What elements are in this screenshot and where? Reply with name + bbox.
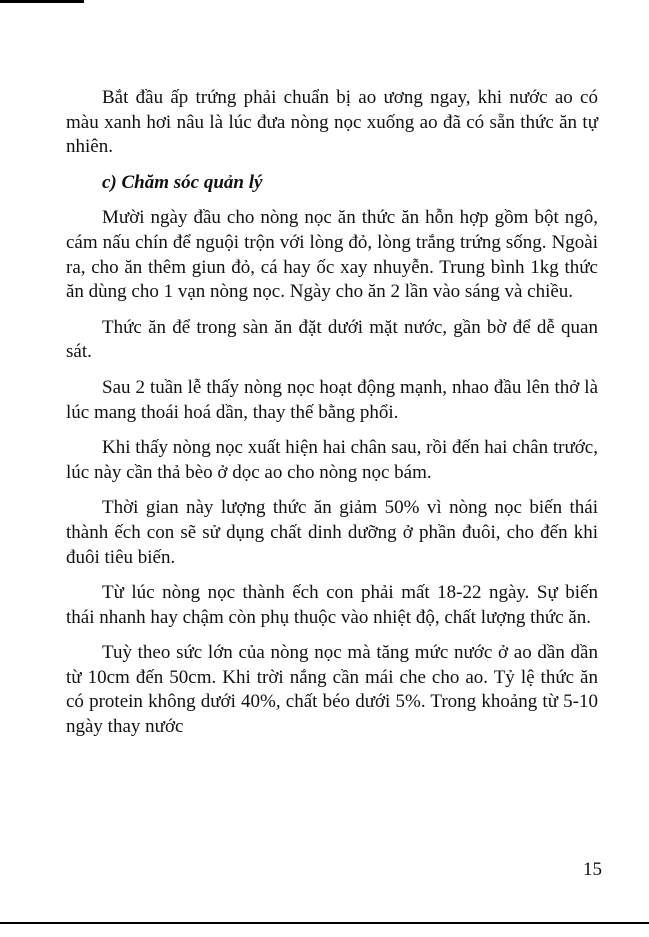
page-number: 15 [583, 859, 602, 880]
paragraph-reduce-feed: Thời gian này lượng thức ăn giảm 50% vì nòng nọc biến thái thành ếch con sẽ sử dụng chất dinh dưỡng ở phần đuôi, cho đến khi đuôi tiêu biến. [66, 497, 598, 568]
paragraph-water-level-and-diet: Tuỳ theo sức lớn của nòng nọc mà tăng mức nước ở ao dần dần từ 10cm đến 50cm. Khi trời nắng cần mái che cho ao. Tỷ lệ thức ăn có protein không dưới 40%, chất béo dưới 5%. Trong khoảng từ 5-10 ngày thay nước [66, 642, 598, 738]
paragraph-gill-to-lung: Sau 2 tuần lễ thấy nòng nọc hoạt động mạnh, nhao đầu lên thở là lúc mang thoái hoá dần, thay thế bằng phổi. [66, 376, 598, 423]
paragraph-pond-preparation: Bắt đầu ấp trứng phải chuẩn bị ao ương ngay, khi nước ao có màu xanh hơi nâu là lúc đưa nòng nọc xuống ao đã có sẵn thức ăn tự nhiên. [66, 87, 598, 158]
section-heading: c) Chăm sóc quản lý [102, 171, 263, 193]
bottom-rule [0, 922, 649, 924]
paragraph-feeding-tray: Thức ăn để trong sàn ăn đặt dưới mặt nước, gần bờ để dễ quan sát. [66, 316, 598, 363]
paragraph-metamorphosis-duration: Từ lúc nòng nọc thành ếch con phải mất 18-22 ngày. Sự biến thái nhanh hay chậm còn phụ thuộc vào nhiệt độ, chất lượng thức ăn. [66, 582, 598, 628]
scan-corner-mark [0, 0, 84, 3]
paragraph-first-ten-days-feeding: Mười ngày đầu cho nòng nọc ăn thức ăn hỗn hợp gồm bột ngô, cám nấu chín để nguội trộn với lòng đỏ, lòng trắng trứng sống. Ngoài ra, cho ăn thêm giun đỏ, cá hay ốc xay nhuyễn. Trung bình 1kg thức ăn dùng cho 1 vạn nòng nọc. Ngày cho ăn 2 lần vào sáng và chiều. [66, 207, 598, 303]
paragraph-legs-appear: Khi thấy nòng nọc xuất hiện hai chân sau, rồi đến hai chân trước, lúc này cần thả bèo ở dọc ao cho nòng nọc bám. [66, 437, 598, 483]
page-body [66, 86, 598, 751]
